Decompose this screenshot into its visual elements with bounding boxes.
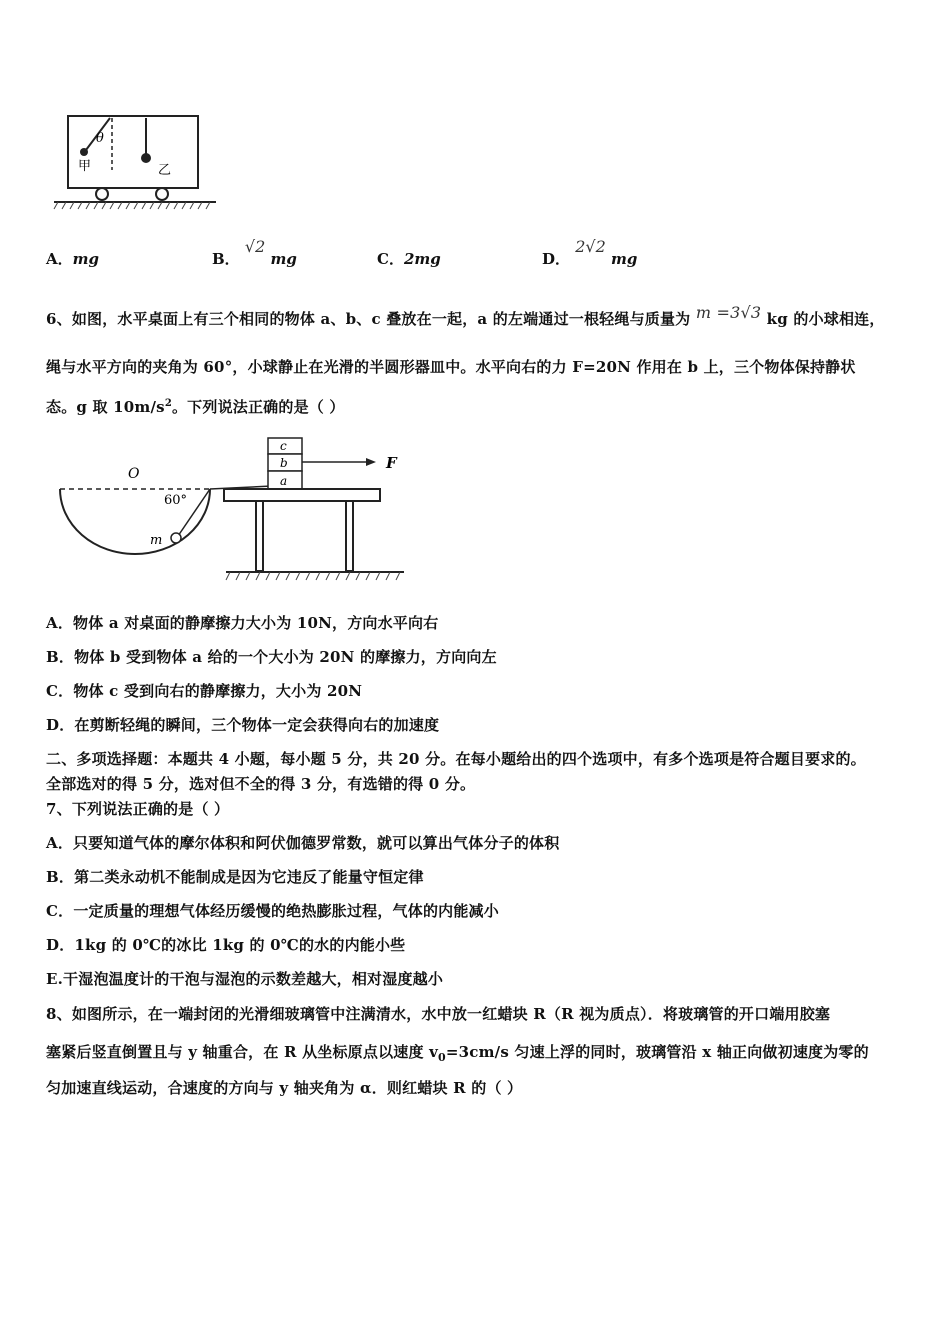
jia-label: 甲 [78,159,92,174]
q6-stem-line3: 态。g 取 $10m/s^2$。下列说法正确的是（ ） [46,398,345,416]
section2-heading-line2: 全部选对的得 5 分，选对但不全的得 3 分，有选错的得 0 分。 [46,775,476,793]
q6-option-d[interactable]: D．在剪断轻绳的瞬间，三个物体一定会获得向右的加速度 [46,716,440,734]
theta-label: θ [96,131,104,146]
yi-label: 乙 [158,163,172,178]
o-label: O [128,466,140,482]
cart-pendulum-figure [50,110,220,215]
q5-option-d[interactable]: D． 2√2 mg [542,237,638,268]
q7-option-d[interactable]: D．1kg 的 0℃的冰比 1kg 的 0℃的水的内能小些 [46,936,406,954]
q8-stem-line3: 匀加速直线运动，合速度的方向与 y 轴夹角为 α．则红蜡块 R 的（ ） [46,1079,523,1097]
q6-option-b[interactable]: B．物体 b 受到物体 a 给的一个大小为 20N 的摩擦力，方向向左 [46,648,497,666]
q7-option-b[interactable]: B．第二类永动机不能制成是因为它违反了能量守恒定律 [46,868,424,886]
q5-option-a[interactable]: A．mg [46,250,100,268]
a-label: a [280,474,288,488]
q8-stem-line1: 8、如图所示，在一端封闭的光滑细玻璃管中注满清水，水中放一红蜡块 R（R 视为质点）．将玻璃管的开口端用胶塞 [46,1005,831,1023]
q5-option-b[interactable]: B． √2 mg [212,237,297,268]
q6-option-a[interactable]: A．物体 a 对桌面的静摩擦力大小为 10N，方向水平向右 [46,614,439,632]
section2-heading-line1: 二、多项选择题：本题共 4 小题，每小题 5 分，共 20 分。在每小题给出的四个选项中，有多个选项是符合题目要求的。 [46,750,866,768]
b-label: b [280,456,288,470]
q7-option-e[interactable]: E.干湿泡温度计的干泡与湿泡的示数差越大，相对湿度越小 [46,970,444,988]
q7-option-c[interactable]: C．一定质量的理想气体经历缓慢的绝热膨胀过程，气体的内能减小 [46,902,499,920]
angle-label: 60° [164,493,188,508]
f-label: F [386,454,397,472]
bowl-table-figure [50,432,410,590]
q6-option-c[interactable]: C．物体 c 受到向右的静摩擦力，大小为 20N [46,682,363,700]
c-label: c [280,439,287,453]
q7-stem: 7、下列说法正确的是（ ） [46,800,230,818]
q8-stem-line2: 塞紧后竖直倒置且与 y 轴重合，在 R 从坐标原点以速度 $v_0=3cm/s$ 匀速上浮的同时，玻璃管沿 x 轴正向做初速度为零的 [46,1043,869,1064]
q6-stem-line1: 6、如图，水平桌面上有三个相同的物体 a、b、c 叠放在一起，a 的左端通过一根轻绳与质量为 m =3√3 kg 的小球相连， [46,303,885,328]
q7-option-a[interactable]: A．只要知道气体的摩尔体积和阿伏伽德罗常数，就可以算出气体分子的体积 [46,834,560,852]
q6-stem-line2: 绳与水平方向的夹角为 60°，小球静止在光滑的半圆形器皿中。水平向右的力 F=20N 作用在 b 上，三个物体保持静状 [46,358,856,376]
m-label: m [150,533,163,548]
q5-option-c[interactable]: C．2mg [377,250,441,268]
